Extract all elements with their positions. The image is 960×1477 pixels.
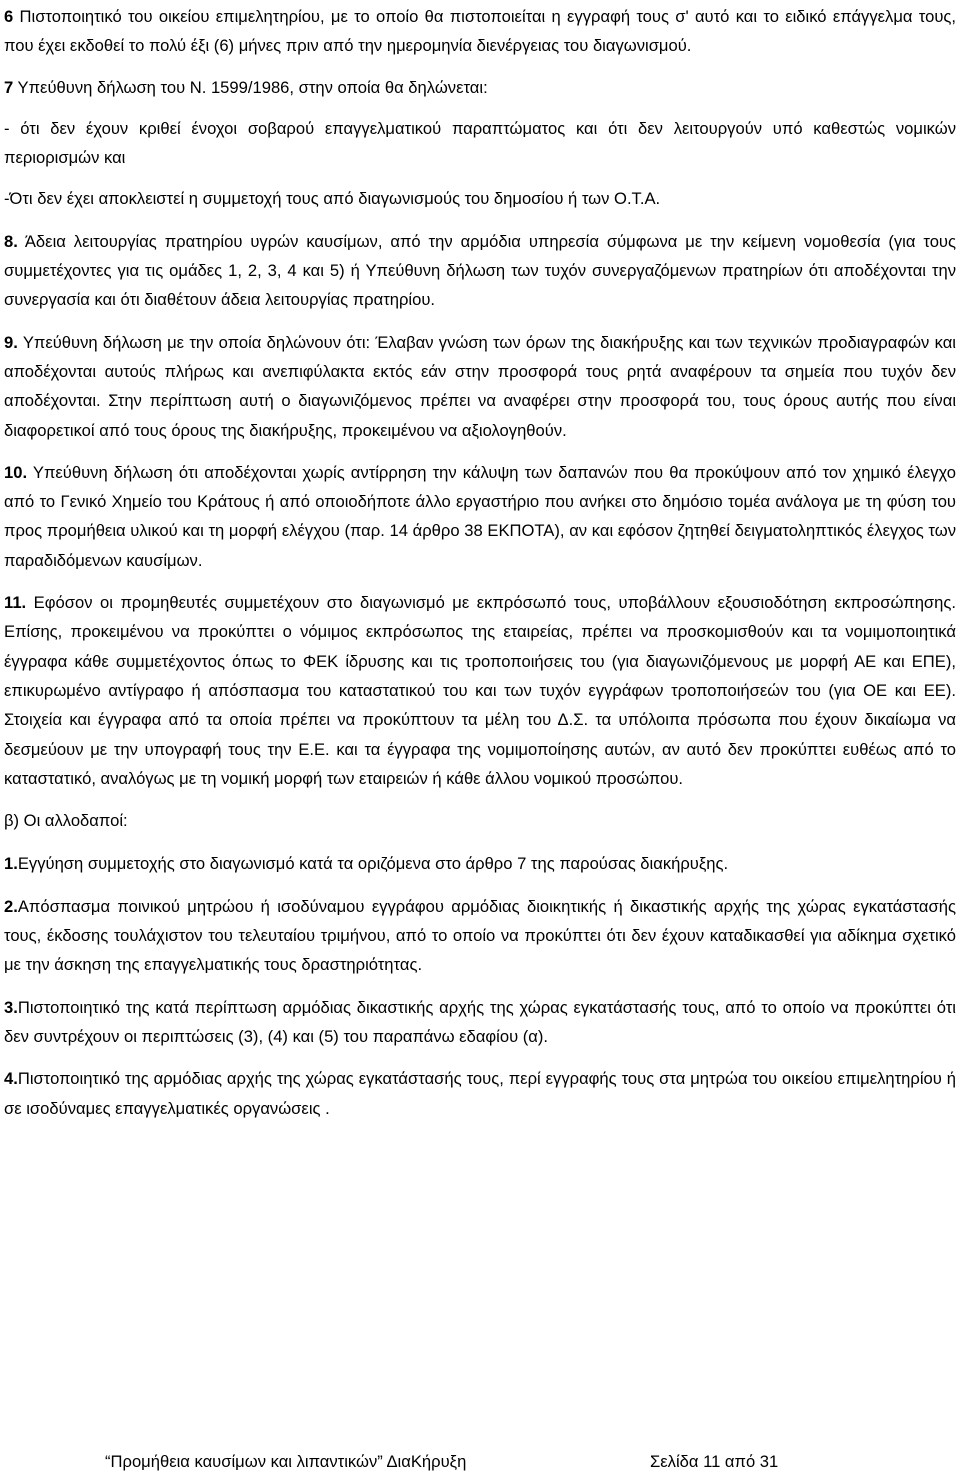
paragraph-7 [4,73,956,102]
foreigners-item-3 [4,993,956,1052]
paragraph-text: β) Οι αλλοδαποί: [4,811,128,831]
paragraph-number: 2. [4,896,18,916]
paragraph-number: 4. [4,1069,18,1089]
paragraph-number: 8. [4,231,18,251]
paragraph-number: 11. [4,593,27,613]
paragraph-text: - ότι δεν έχουν κριθεί ένοχοι σοβαρού επαγγελματικού παραπτώματος και ότι δεν λειτουργούν υπό καθεστώς νομικών περιορισμών και [4,118,956,168]
paragraph-number: 6 [4,7,14,26]
paragraph-7-bullet-2 [4,184,956,213]
section-foreigners-heading [4,806,956,835]
paragraph-text: Εφόσον οι προμηθευτές συμμετέχουν στο διαγωνισμό με εκπρόσωπό τους, υποβάλλουν εξουσιοδότηση εκπροσώπησης. Επίσης, προκειμένου να προκύπτει ο νόμιμος εκπρόσωπος της εταιρείας, πρέπει να προσκομισθούν και τα νομιμοποιητικά έγγραφα κάθε συμμετέχοντος όπως το ΦΕΚ ίδρυσης και τις τροποποιήσεις του (για διαγωνιζόμενους με μορφή ΑΕ και ΕΠΕ), επικυρωμένο αντίγραφο ή απόσπασμα του καταστατικού του και των τυχόν εγγράφων τροποποιήσεών του (για ΟΕ και ΕΕ). Στοιχεία και έγγραφα από τα οποία πρέπει να προκύπτουν τα μέλη του Δ.Σ. τα υπόλοιπα πρόσωπα που έχουν δικαίωμα να δεσμεύουν με την υπογραφή τους την Ε.Ε. και τα έγγραφα της νομιμοποίησης αυτών, αν αυτό δεν προκύπτει ευθέως από το καταστατικό, αναλόγως με τη νομική μορφή των εταιρειών ή κάθε άλλου νομικού προσώπου. [4,593,956,788]
document-body [4,2,956,1123]
paragraph-9 [4,328,956,445]
paragraph-text: -Ότι δεν έχει αποκλειστεί η συμμετοχή τους από διαγωνισμούς του δημοσίου ή των Ο.Τ.Α. [4,189,661,209]
paragraph-6 [4,2,956,61]
page-footer [0,1450,960,1474]
paragraph-number: 1. [4,854,18,874]
paragraph-text: Εγγύηση συμμετοχής στο διαγωνισμό κατά τα οριζόμενα στο άρθρο 7 της παρούσας διακήρυξης. [17,854,729,874]
paragraph-number: 9. [4,332,18,352]
paragraph-text: Υπεύθυνη δήλωση του Ν. 1599/1986, στην οποία θα δηλώνεται: [13,77,488,97]
footer-page-number: Σελίδα 11 από 31 [650,1452,779,1471]
paragraph-text: Άδεια λειτουργίας πρατηρίου υγρών καυσίμων, από την αρμόδια υπηρεσία σύμφωνα με την κείμενη νομοθεσία (για τους συμμετέχοντες για τις ομάδες 1, 2, 3, 4 και 5) ή Υπεύθυνη δήλωση των τυχόν συνεργαζόμενων πρατηρίων ότι αποδέχονται την συνεργασία και ότι διαθέτουν άδεια λειτουργίας πρατηρίου. [4,231,956,310]
paragraph-text: Πιστοποιητικό του οικείου επιμελητηρίου, με το οποίο θα πιστοποιείται η εγγραφή τους σ' αυτό και το ειδικό επάγγελμα τους, που έχει εκδοθεί το πολύ έξι (6) μήνες πριν από την ημερομηνία διενέργειας του διαγωνισμού. [4,7,956,56]
paragraph-number: 10. [4,462,28,482]
paragraph-8 [4,227,956,315]
foreigners-item-4 [4,1064,956,1123]
paragraph-7-bullet-1 [4,114,956,173]
paragraph-11 [4,588,956,793]
paragraph-10 [4,458,956,575]
paragraph-number: 3. [4,997,18,1017]
paragraph-text: Υπεύθυνη δήλωση με την οποία δηλώνουν ότι: Έλαβαν γνώση των όρων της διακήρυξης και των τεχνικών προδιαγραφών και αποδέχονται αυτούς πλήρως και ανεπιφύλακτα εκτός εάν στην προσφορά τους ρητά αναφέρουν τα σημεία που τυχόν δεν αποδέχονται. Στην περίπτωση αυτή ο διαγωνιζόμενος πρέπει να αναφέρει στην προσφορά του, τους όρους αυτής που είναι διαφορετικοί από τους όρους της διακήρυξης, προκειμένου να αξιολογηθούν. [4,332,956,440]
paragraph-number: 7 [4,77,14,97]
paragraph-text: Απόσπασμα ποινικού μητρώου ή ισοδύναμου εγγράφου αρμόδιας διοικητικής ή δικαστικής αρχής της χώρας εγκατάστασής τους, έκδοσης τουλάχιστον του τελευταίου τριμήνου, από το οποίο να προκύπτει ότι δεν έχουν καταδικασθεί για αδίκημα σχετικό με την άσκηση της επαγγελματικής τους δραστηριότητας. [4,896,956,975]
paragraph-text: Πιστοποιητικό της κατά περίπτωση αρμόδιας δικαστικής αρχής της χώρας εγκατάστασής τους, από το οποίο να προκύπτει ότι δεν συντρέχουν οι περιπτώσεις (3), (4) και (5) του παραπάνω εδαφίου (α). [4,997,956,1046]
paragraph-text: Υπεύθυνη δήλωση ότι αποδέχονται χωρίς αντίρρηση την κάλυψη των δαπανών που θα προκύψουν από τον χημικό έλεγχο από το Γενικό Χημείο του Κράτους ή από οποιοδήποτε άλλο εργαστήριο που ανήκει στο δημόσιο τομέα ανάλογα με τη φύση του προς προμήθεια υλικού και τη μορφή ελέγχου (παρ. 14 άρθρο 38 ΕΚΠΟΤΑ), αν και εφόσον ζητηθεί δειγματοληπτικός έλεγχος των παραδιδόμενων καυσίμων. [4,462,956,570]
foreigners-item-1 [4,849,956,878]
paragraph-text: Πιστοποιητικό της αρμόδιας αρχής της χώρας εγκατάστασής τους, περί εγγραφής τους στα μητρώα του οικείου επιμελητηρίου ή σε ισοδύναμες επαγγελματικές οργανώσεις . [4,1069,956,1118]
foreigners-item-2 [4,892,956,980]
footer-document-title: “Προμήθεια καυσίμων και λιπαντικών” ΔιαΚήρυξη [105,1452,467,1471]
